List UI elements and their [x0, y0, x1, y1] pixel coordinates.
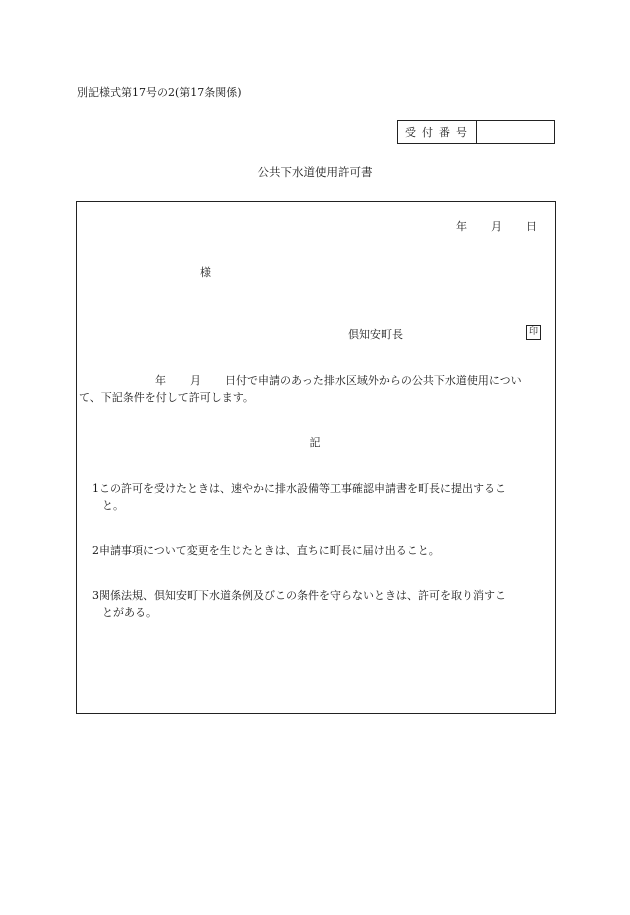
- date-line: [456, 218, 537, 234]
- permit-frame: [76, 201, 556, 714]
- intro-year-label: 年: [155, 374, 166, 387]
- date-month-label: 月: [491, 220, 502, 233]
- condition-1-line-1: [92, 480, 506, 496]
- condition-3-number: 3: [92, 589, 99, 602]
- condition-1-text: この許可を受けたときは、速やかに排水設備等工事確認申請書を町長に提出するこ: [99, 482, 506, 495]
- condition-3-line-1: [92, 587, 506, 603]
- addressee-suffix: 様: [200, 266, 211, 279]
- intro-month-label: 月: [190, 374, 201, 387]
- reception-number-label: 受付番号: [398, 121, 477, 143]
- condition-2-text: 申請事項について変更を生じたときは、直ちに町長に届け出ること。: [99, 544, 440, 557]
- condition-1-number: 1: [92, 482, 99, 495]
- form-number: 別記様式第17号の2(第17条関係): [77, 86, 242, 99]
- condition-3-line-2: とがある。: [102, 606, 157, 619]
- issuer-name: 倶知安町長: [348, 328, 403, 341]
- condition-2-line-1: [92, 542, 440, 558]
- seal-mark: 印: [526, 325, 541, 340]
- condition-3-text: 関係法規、倶知安町下水道条例及びこの条件を守らないときは、許可を取り消すこ: [99, 589, 506, 602]
- document-title: 公共下水道使用許可書: [257, 165, 373, 179]
- intro-line-1: [79, 372, 522, 388]
- condition-2-number: 2: [92, 544, 99, 557]
- intro-line-2: て、下記条件を付して許可します。: [79, 391, 254, 404]
- date-year-label: 年: [456, 220, 467, 233]
- intro-line-1-text: 日付で申請のあった排水区域外からの公共下水道使用につい: [225, 374, 522, 387]
- condition-1-line-2: と。: [102, 499, 124, 512]
- date-day-label: 日: [526, 220, 537, 233]
- reception-number-field[interactable]: [477, 121, 554, 143]
- reception-number-box: [397, 120, 555, 144]
- ki-heading: 記: [309, 436, 321, 449]
